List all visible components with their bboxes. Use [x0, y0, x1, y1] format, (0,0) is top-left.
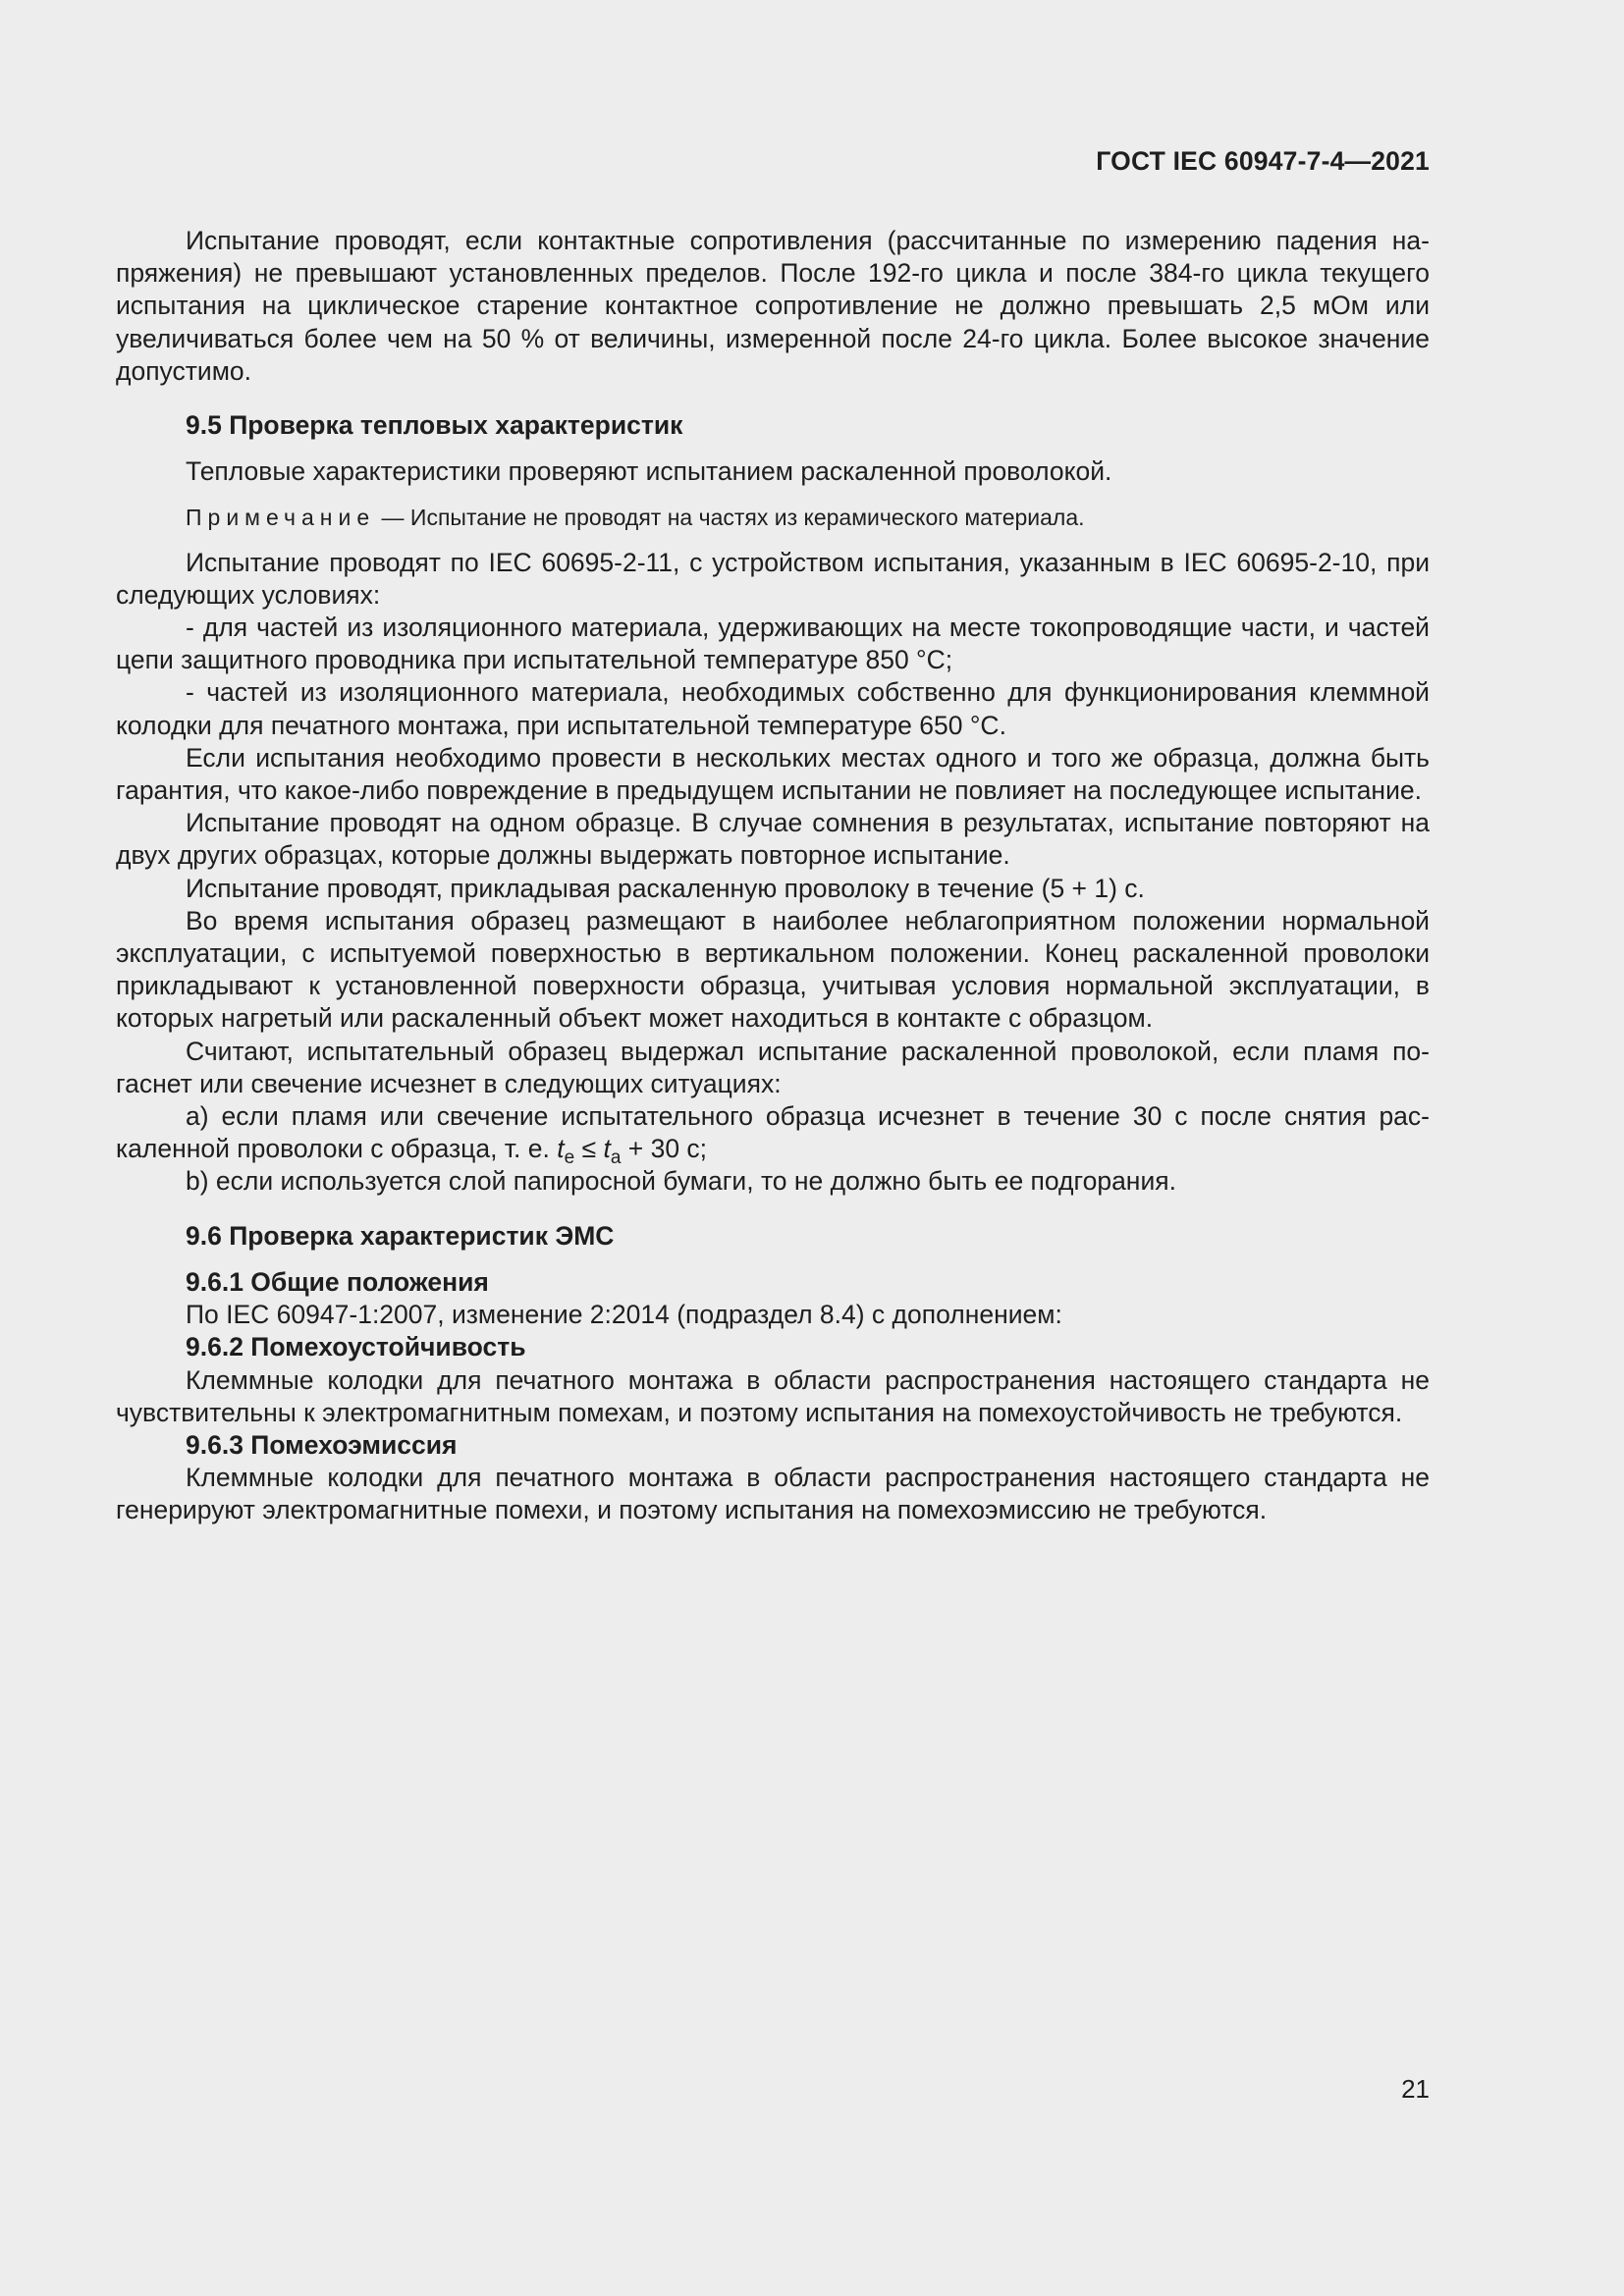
list-item-b: b) если используется слой папиросной бумаги, то не должно быть ее подгорания. [186, 1166, 1176, 1197]
item-a-text: a) если пламя или свечение испытательного образца исчезнет в течение 30 с после снятия раскаленной проволоки с образца, т. е. [116, 1101, 1430, 1164]
formula-t-a: t [603, 1134, 611, 1164]
paragraph-9-6-2: Клеммные колодки для печатного монтажа в области распространения настоящего стандарта не чувствительны к электромагнитным помехам, и поэтому испытания на помехоустойчивость не требуются. [116, 1364, 1430, 1427]
list-item-a [116, 1100, 1430, 1169]
item-a-end: + 30 с; [621, 1134, 708, 1164]
paragraph-9-6-1: По IEC 60947-1:2007, изменение 2:2014 (подраздел 8.4) с дополнением: [186, 1300, 1062, 1330]
page-number: 21 [1401, 2074, 1430, 2104]
subscript-e: e [564, 1148, 575, 1169]
list-item-650: - частей из изоляционного материала, необходимых собственно для функционирования клеммной колодки для печатного монтажа, при испытательной температуре 650 °C. [116, 677, 1430, 740]
section-heading-9-6-3: 9.6.3 Помехоэмиссия [186, 1429, 458, 1460]
standard-designation: ГОСТ IEC 60947-7-4—2021 [1096, 146, 1430, 176]
paragraph-position: Во время испытания образец размещают в наиболее неблагоприятном положении нормальной эксплуатации, с испытуемой поверхностью в вертикальном положении. Конец раскаленной проволоки прикладывают к установленной поверхности образца, учитывая условия нормальной эксплуатации, в которых нагретый или раскаленный объект может находиться в контакте с образцом. [116, 905, 1430, 1034]
paragraph-9-6-3: Клеммные колодки для печатного монтажа в области распространения настоящего стандарта не генерируют электромагнитные помехи, и поэтому испытания на помехоэмиссию не требуются. [116, 1463, 1430, 1525]
paragraph-iec-conditions: Испытание проводят по IEC 60695-2-11, с устройством испытания, указанным в IEC 60695-2-10, при следующих условиях: [116, 547, 1430, 610]
paragraph-multiple-places: Если испытания необходимо провести в нескольких местах одного и того же образца, должна быть гарантия, что какое-либо повреждение в предыдущем испытании не повлияет на последующее испытание. [116, 742, 1430, 806]
section-heading-9-6: 9.6 Проверка характеристик ЭМС [186, 1220, 615, 1251]
section-heading-9-6-1: 9.6.1 Общие положения [186, 1266, 489, 1297]
note-text: — Испытание не проводят на частях из керамического материала. [375, 505, 1085, 531]
paragraph-one-sample: Испытание проводят на одном образце. В случае сомнения в результатах, испытание повторяют на двух других образцах, которые должны выдержать повторное испытание. [116, 808, 1430, 871]
formula-le: ≤ [574, 1134, 604, 1164]
paragraph-contact-resistance: Испытание проводят, если контактные сопротивления (рассчитанные по измерению падения напряжения) не превышают установленных пределов. После 192-го цикла и после 384-го цикла текущего испытания на циклическое старение контактное сопротивление не должно превышать 2,5 мОм или увеличиваться более чем на 50 % от величины, измеренной после 24-го цикла. Более высокое значение допустимо. [116, 226, 1430, 386]
formula-t-e: t [557, 1134, 565, 1164]
subscript-a: a [610, 1148, 622, 1169]
paragraph-apply-wire: Испытание проводят, прикладывая раскаленную проволоку в течение (5 + 1) с. [186, 873, 1145, 903]
section-heading-9-5: 9.5 Проверка тепловых характеристик [186, 410, 683, 441]
section-heading-9-6-2: 9.6.2 Помехоустойчивость [186, 1332, 526, 1362]
document-body [116, 225, 1430, 1527]
paragraph-pass-criteria: Считают, испытательный образец выдержал испытание раскаленной проволокой, если пламя погаснет или свечение исчезнет в следующих ситуациях: [116, 1036, 1430, 1098]
note-label: Примечание [186, 505, 376, 531]
list-item-850: - для частей из изоляционного материала, удерживающих на месте токопроводящие части, и частей цепи защитного проводника при испытательной температуре 850 °C; [116, 613, 1430, 675]
note [116, 502, 1430, 534]
paragraph-thermal: Тепловые характеристики проверяют испытанием раскаленной проволокой. [186, 456, 1112, 487]
